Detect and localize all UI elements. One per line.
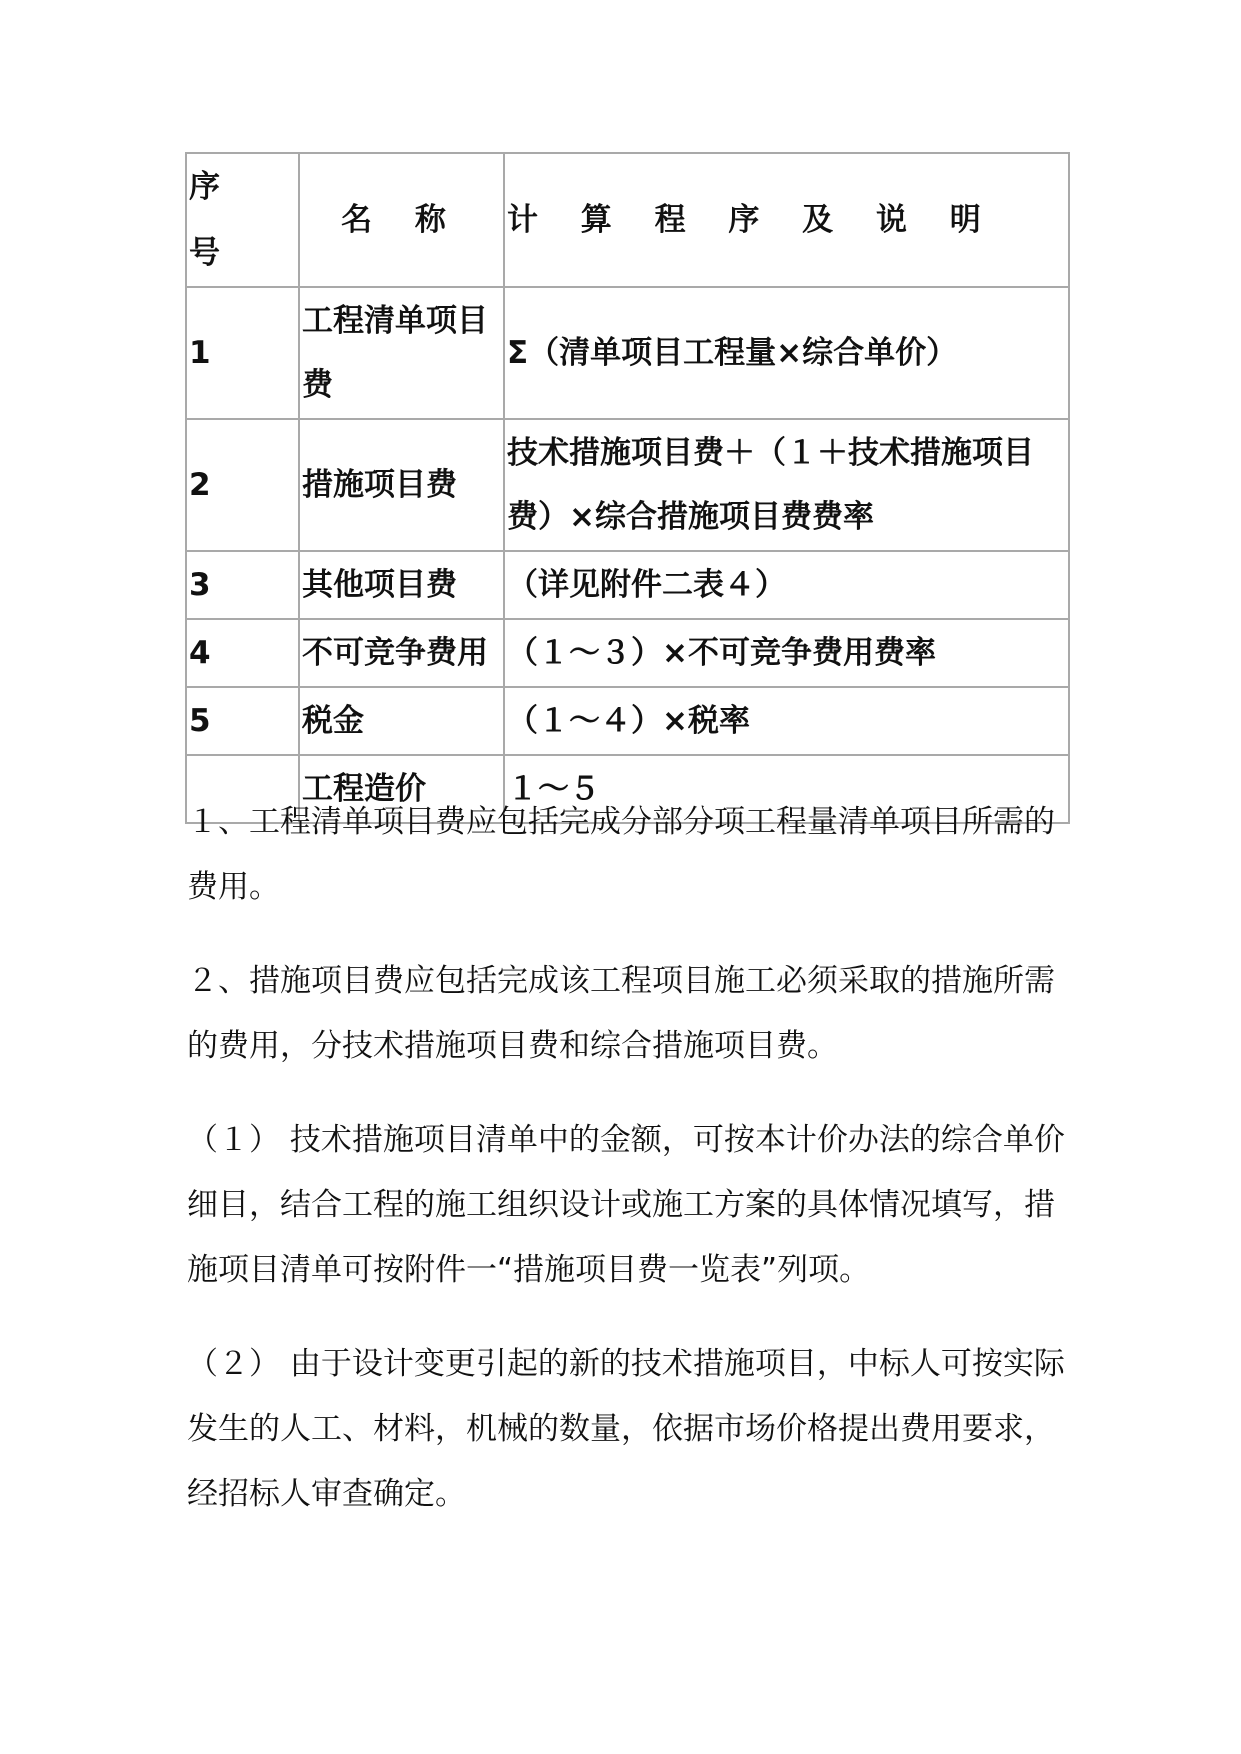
row-name: 工程造价 <box>299 755 504 823</box>
row-serial: 2 <box>186 419 299 551</box>
row-description: １～５ <box>504 755 1069 823</box>
row-description: 技术措施项目费＋（１＋技术措施项目费）×综合措施项目费费率 <box>504 419 1069 551</box>
row-serial: 1 <box>186 287 299 419</box>
notes-section <box>187 790 1067 1556</box>
note-paragraph-1: １、工程清单项目费应包括完成分部分项工程量清单项目所需的费用。 <box>187 804 1055 905</box>
row-serial: 3 <box>186 551 299 619</box>
table-row <box>186 551 1069 619</box>
table-row <box>186 419 1069 551</box>
header-serial: 序 号 <box>186 153 299 287</box>
row-name: 不可竞争费用 <box>299 619 504 687</box>
table-row <box>186 287 1069 419</box>
table-row <box>186 687 1069 755</box>
note-paragraph-3: （１） 技术措施项目清单中的金额，可按本计价办法的综合单价细目，结合工程的施工组织设计或施工方案的具体情况填写，措施项目清单可按附件一“措施项目费一览表”列项。 <box>187 1122 1065 1288</box>
row-description: （１～４）×税率 <box>504 687 1069 755</box>
row-name: 其他项目费 <box>299 551 504 619</box>
header-procedure: 计 算 程 序 及 说 明 <box>504 153 1069 287</box>
row-name: 工程清单项目费 <box>299 287 504 419</box>
row-serial: 5 <box>186 687 299 755</box>
row-serial: 4 <box>186 619 299 687</box>
header-name: 名 称 <box>299 153 504 287</box>
fee-calculation-table <box>185 152 1070 824</box>
note-paragraph-2: ２、措施项目费应包括完成该工程项目施工必须采取的措施所需的费用，分技术措施项目费和综合措施项目费。 <box>187 963 1055 1064</box>
table-row <box>186 619 1069 687</box>
row-description: Σ（清单项目工程量×综合单价） <box>504 287 1069 419</box>
row-description: （１～３）×不可竞争费用费率 <box>504 619 1069 687</box>
row-description: （详见附件二表４） <box>504 551 1069 619</box>
row-name: 措施项目费 <box>299 419 504 551</box>
table-header-row <box>186 153 1069 287</box>
row-name: 税金 <box>299 687 504 755</box>
note-paragraph-4: （２） 由于设计变更引起的新的技术措施项目，中标人可按实际发生的人工、材料，机械的数量，依据市场价格提出费用要求，经招标人审查确定。 <box>187 1346 1065 1512</box>
